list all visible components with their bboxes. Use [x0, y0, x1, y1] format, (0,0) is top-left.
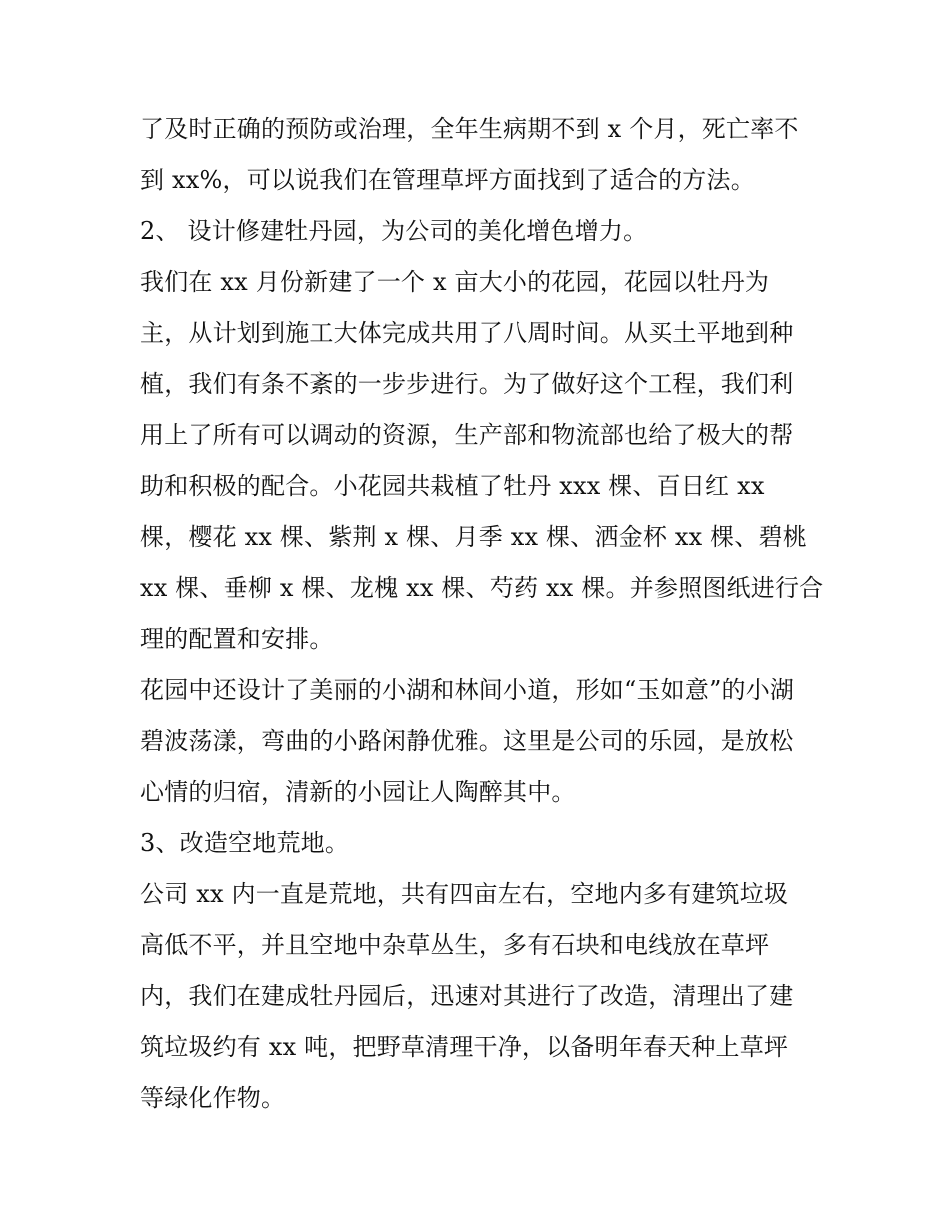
text-line: 筑垃圾约有 xx 吨，把野草清理干净，以备明年春天种上草坪	[140, 1033, 789, 1061]
text-line: 了及时正确的预防或治理，全年生病期不到 x 个月，死亡率不	[140, 115, 799, 143]
text-line: 到 xx%，可以说我们在管理草坪方面找到了适合的方法。	[140, 166, 755, 194]
text-line: 棵，樱花 xx 棵、紫荆 x 棵、月季 xx 棵、洒金杯 xx 棵、碧桃	[140, 523, 807, 551]
text-line: 理的配置和安排。	[140, 625, 334, 653]
text-line: xx 棵、垂柳 x 棵、龙槐 xx 棵、芍药 xx 棵。并参照图纸进行合	[140, 574, 824, 602]
text-line: 主，从计划到施工大体完成共用了八周时间。从买土平地到种	[140, 319, 794, 347]
text-line: 内，我们在建成牡丹园后，迅速对其进行了改造，清理出了建	[140, 982, 794, 1010]
text-line: 花园中还设计了美丽的小湖和林间小道，形如“玉如意”的小湖	[140, 676, 795, 704]
text-line: 高低不平，并且空地中杂草丛生，多有石块和电线放在草坪	[140, 931, 770, 959]
section-heading: 2、 设计修建牡丹园，为公司的美化增色增力。	[140, 217, 648, 245]
text-line: 植，我们有条不紊的一步步进行。为了做好这个工程，我们利	[140, 370, 794, 398]
text-line: 公司 xx 内一直是荒地，共有四亩左右，空地内多有建筑垃圾	[140, 880, 789, 908]
text-line: 助和积极的配合。小花园共栽植了牡丹 xxx 棵、百日红 xx	[140, 472, 765, 500]
text-line: 心情的归宿，清新的小园让人陶醉其中。	[140, 778, 576, 806]
text-line: 我们在 xx 月份新建了一个 x 亩大小的花园，花园以牡丹为	[140, 268, 770, 296]
text-line: 用上了所有可以调动的资源，生产部和物流部也给了极大的帮	[140, 421, 794, 449]
text-line: 等绿化作物。	[140, 1084, 286, 1112]
document-body	[140, 104, 824, 1124]
section-heading: 3、改造空地荒地。	[140, 829, 350, 857]
text-line: 碧波荡漾，弯曲的小路闲静优雅。这里是公司的乐园，是放松	[140, 727, 794, 755]
